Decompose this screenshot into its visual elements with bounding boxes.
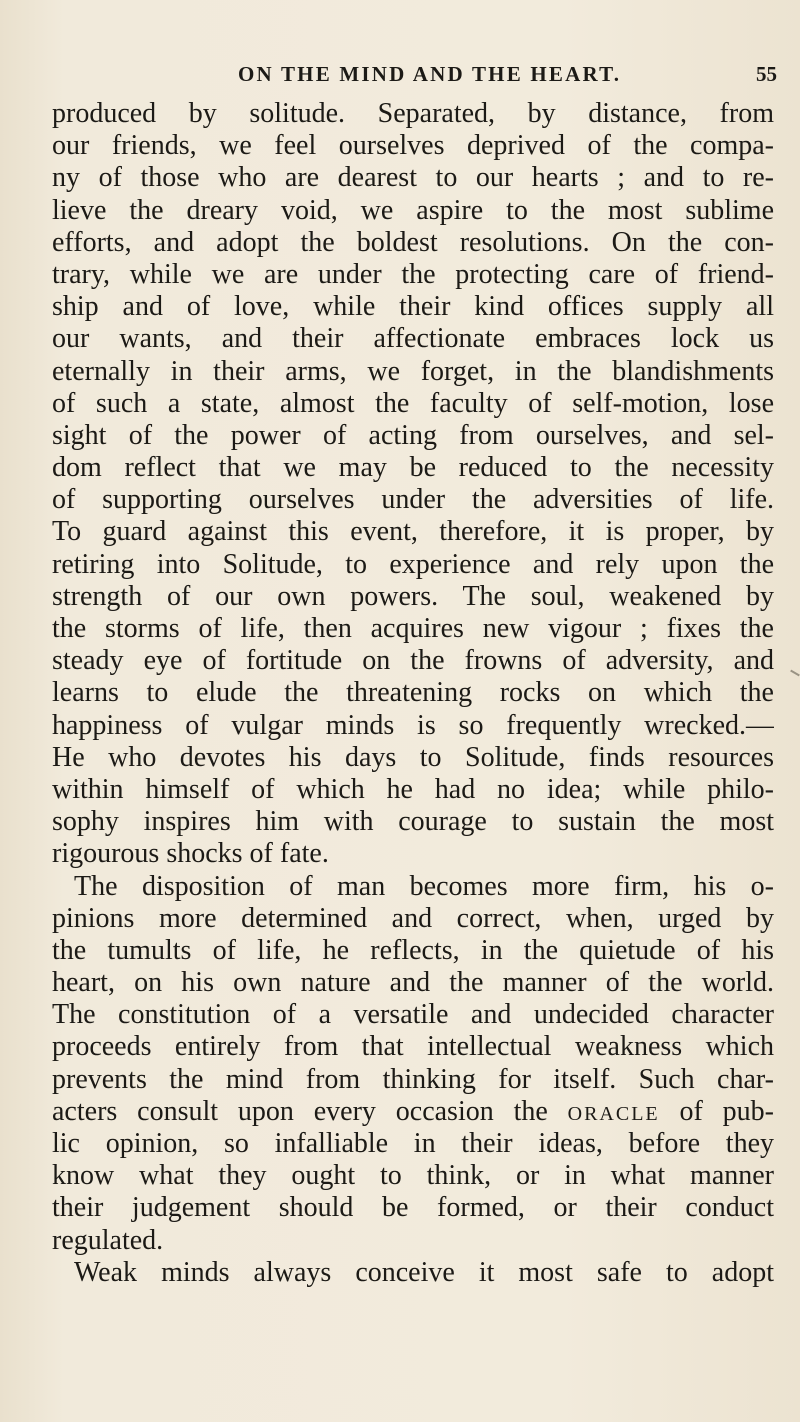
text-line: proceeds entirely from that intellectual weakness which [52,1031,774,1063]
text-line: strength of our own powers. The soul, weakened by [52,580,774,612]
text-line: The constitution of a versatile and undecided character [52,999,774,1031]
text-line: within himself of which he had no idea; while philo- [52,773,774,805]
text-line: pinions more determined and correct, when, urged by [52,902,774,934]
text-line: steady eye of fortitude on the frowns of adversity, and [52,645,774,677]
margin-mark [790,670,800,677]
text-line: of supporting ourselves under the adversities of life. [52,484,774,516]
running-head [0,62,800,92]
text-line-oracle [52,1096,774,1128]
text-line: rigourous shocks of fate. [52,838,329,870]
text-segment: of pub- [659,1095,774,1127]
page-number: 55 [756,62,777,86]
text-line: their judgement should be formed, or their conduct [52,1192,774,1224]
text-line: lic opinion, so infalliable in their ideas, before they [52,1128,774,1159]
text-line: learns to elude the threatening rocks on which the [52,677,774,709]
body-text [52,98,774,1289]
text-line: lieve the dreary void, we aspire to the most sublime [52,194,774,226]
text-line: happiness of vulgar minds is so frequently wrecked.— [52,709,774,741]
text-line: our wants, and their affectionate embraces lock us [52,323,774,355]
text-line: regulated. [52,1224,164,1256]
text-line: our friends, we feel ourselves deprived of the compa- [52,130,774,162]
running-title: ON THE MIND AND THE HEART. [238,62,622,86]
text-line: trary, while we are under the protecting care of friend- [52,258,774,290]
text-line: ny of those who are dearest to our hearts ; and to re- [52,162,774,194]
text-line: retiring into Solitude, to experience and rely upon the [52,548,774,580]
text-segment: acters consult upon every occasion the [52,1095,568,1127]
text-line: ship and of love, while their kind offices supply all [52,291,774,323]
text-line: sophy inspires him with courage to sustain the most [52,806,774,838]
text-line: efforts, and adopt the boldest resolutions. On the con- [52,226,774,258]
text-line: prevents the mind from thinking for itself. Such char- [52,1063,774,1095]
text-line: produced by solitude. Separated, by distance, from [52,98,774,129]
text-line: eternally in their arms, we forget, in the blandishments [52,355,774,387]
oracle-smallcaps: ORACLE [567,1102,660,1125]
text-line: To guard against this event, therefore, it is proper, by [52,516,774,548]
text-line: the tumults of life, he reflects, in the quietude of his [52,934,774,966]
text-line: heart, on his own nature and the manner of the world. [52,967,774,999]
text-line: Weak minds always conceive it most safe to adopt [74,1256,774,1288]
text-line: of such a state, almost the faculty of self-motion, lose [52,387,774,419]
text-line: the storms of life, then acquires new vigour ; fixes the [52,613,774,644]
text-line: dom reflect that we may be reduced to the necessity [52,452,774,484]
text-line: know what they ought to think, or in what manner [52,1160,774,1192]
text-line: The disposition of man becomes more firm, his o- [74,870,774,902]
text-line: sight of the power of acting from ourselves, and sel- [52,419,774,451]
text-line: He who devotes his days to Solitude, finds resources [52,741,774,773]
